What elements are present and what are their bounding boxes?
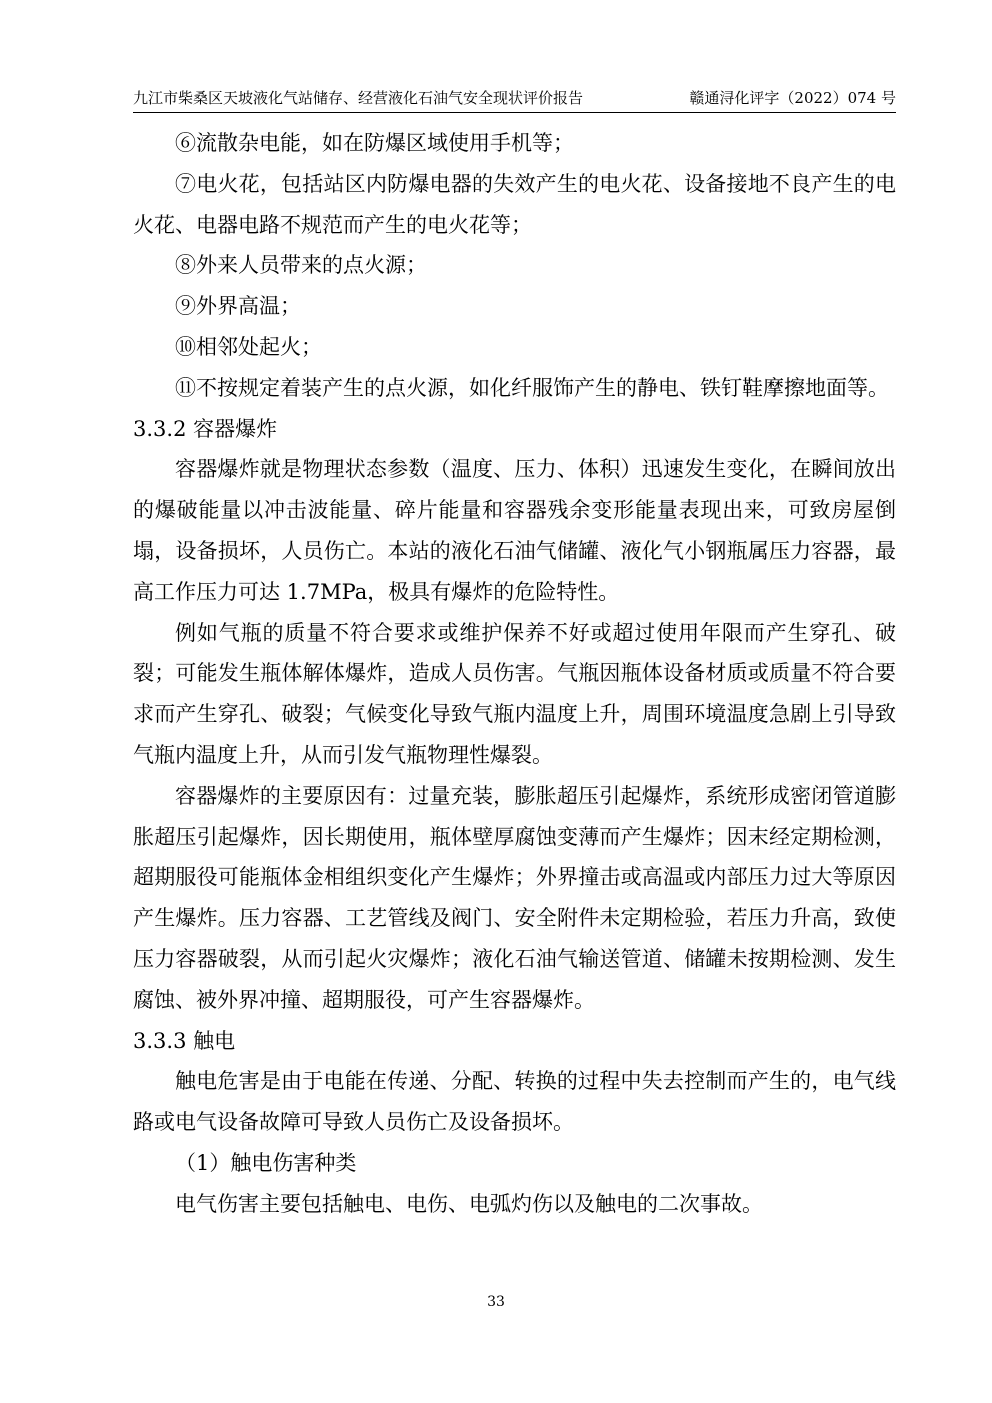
paragraph-vessel-explosion-definition: 容器爆炸就是物理状态参数（温度、压力、体积）迅速发生变化，在瞬间放出的爆破能量以冲击波能量、碎片能量和容器残余变形能量表现出来，可致房屋倒塌，设备损坏，人员伤亡。本站的液化石油气储罐、液化气小钢瓶属压力容器，最高工作压力可达 1.7MPa，极具有爆炸的危险特性。: [133, 457, 896, 604]
paragraph-ignition-source-9: ⑨外界高温；: [175, 294, 301, 319]
paragraph-ignition-source-11: ⑪不按规定着装产生的点火源，如化纤服饰产生的静电、铁钉鞋摩擦地面等。: [175, 375, 889, 400]
section-heading-vessel-explosion: 3.3.2 容器爆炸: [133, 416, 278, 441]
paragraph-cylinder-example: 例如气瓶的质量不符合要求或维护保养不好或超过使用年限而产生穿孔、破裂；可能发生瓶体解体爆炸，造成人员伤害。气瓶因瓶体设备材质或质量不符合要求而产生穿孔、破裂；气候变化导致气瓶内温度上升，周围环境温度急剧上引导致气瓶内温度上升，从而引发气瓶物理性爆裂。: [133, 620, 896, 767]
paragraph-ignition-source-8: ⑧外来人员带来的点火源；: [175, 253, 427, 278]
paragraph-ignition-source-7: ⑦电火花，包括站区内防爆电器的失效产生的电火花、设备接地不良产生的电火花、电器电路不规范而产生的电火花等；: [133, 171, 896, 237]
paragraph-ignition-source-10: ⑩相邻处起火；: [175, 334, 322, 359]
paragraph-ignition-source-6: ⑥流散杂电能，如在防爆区域使用手机等；: [175, 131, 574, 155]
page-header: [133, 88, 896, 113]
header-report-title: 九江市柴桑区天坡液化气站储存、经营液化石油气安全现状评价报告: [133, 89, 584, 107]
paragraph-electrical-injury-types: 电气伤害主要包括触电、电伤、电弧灼伤以及触电的二次事故。: [175, 1191, 763, 1216]
section-heading-electric-shock: 3.3.3 触电: [133, 1028, 236, 1053]
page-number: 33: [487, 1294, 505, 1310]
header-report-number: 赣通浔化评字（2022）074 号: [689, 89, 896, 107]
page-body: [133, 123, 896, 1225]
paragraph-electric-shock-definition: 触电危害是由于电能在传递、分配、转换的过程中失去控制而产生的，电气线路或电气设备故障可导致人员伤亡及设备损坏。: [133, 1069, 896, 1135]
paragraph-explosion-causes: 容器爆炸的主要原因有：过量充装，膨胀超压引起爆炸，系统形成密闭管道膨胀超压引起爆炸，因长期使用，瓶体壁厚腐蚀变薄而产生爆炸；因末经定期检测，超期服役可能瓶体金相组织变化产生爆炸；外界撞击或高温或内部压力过大等原因产生爆炸。压力容器、工艺管线及阀门、安全附件未定期检验，若压力升高，致使压力容器破裂，从而引起火灾爆炸；液化石油气输送管道、储罐未按期检测、发生腐蚀、被外界冲撞、超期服役，可产生容器爆炸。: [133, 783, 896, 1012]
subheading-shock-injury-types: （1）触电伤害种类: [175, 1150, 357, 1175]
